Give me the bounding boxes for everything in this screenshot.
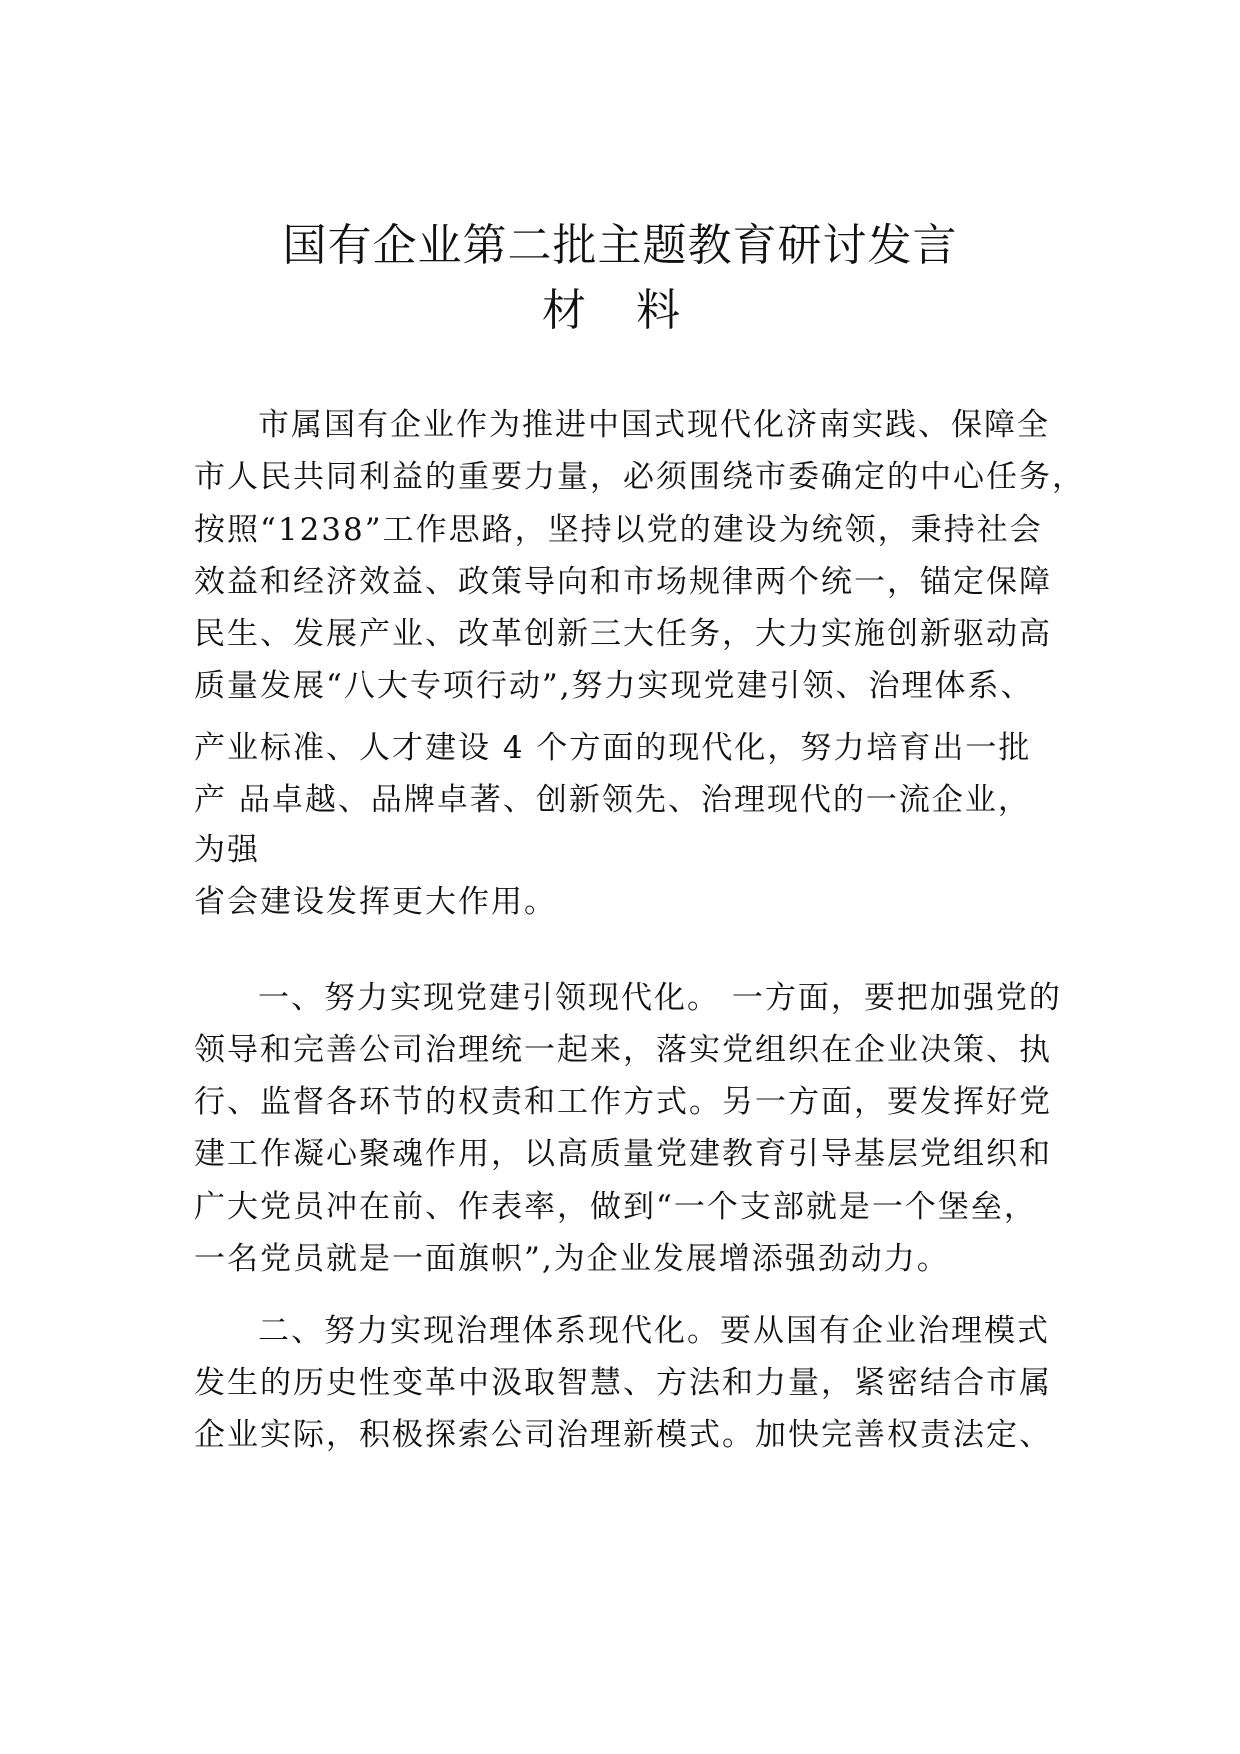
document-title: 国有企业第二批主题教育研讨发言 xyxy=(282,220,958,271)
paragraph-1-line-5: 民生、发展产业、改革创新三大任务，大力实施创新驱动高 xyxy=(194,616,1052,652)
paragraph-1-line-3: 按照“1238”工作思路，坚持以党的建设为统领，秉持社会 xyxy=(194,512,1043,548)
document-subtitle: 材 料 xyxy=(542,285,698,336)
paragraph-3-line-2: 发生的历史性变革中汲取智慧、方法和力量，紧密结合市属 xyxy=(194,1365,1052,1401)
paragraph-1-line-1: 市属国有企业作为推进中国式现代化济南实践、保障全 xyxy=(258,407,1050,443)
paragraph-1-line-7: 产业标准、人才建设 4 个方面的现代化，努力培育出一批 xyxy=(194,730,1032,766)
paragraph-1-line-10: 省会建设发挥更大作用。 xyxy=(194,884,557,920)
paragraph-2-line-1: 一、努力实现党建引领现代化。 一方面，要把加强党的 xyxy=(258,980,1062,1016)
paragraph-2-line-4: 建工作凝心聚魂作用，以高质量党建教育引导基层党组织和 xyxy=(194,1136,1052,1172)
paragraph-1-line-4: 效益和经济效益、政策导向和市场规律两个统一，锚定保障 xyxy=(194,564,1052,600)
paragraph-2-line-3: 行、监督各环节的权责和工作方式。另一方面，要发挥好党 xyxy=(194,1084,1052,1120)
paragraph-2-line-2: 领导和完善公司治理统一起来，落实党组织在企业决策、执 xyxy=(194,1032,1052,1068)
paragraph-1-line-9: 为强 xyxy=(194,832,260,868)
paragraph-1-line-8: 产 品卓越、品牌卓著、创新领先、治理现代的一流企业， xyxy=(194,782,1031,818)
paragraph-3-line-3: 企业实际，积极探索公司治理新模式。加快完善权责法定、 xyxy=(194,1417,1052,1453)
paragraph-3-line-1: 二、努力实现治理体系现代化。要从国有企业治理模式 xyxy=(258,1313,1050,1349)
paragraph-2-line-6: 一名党员就是一面旗帜”,为企业发展增添强劲动力。 xyxy=(194,1241,950,1277)
paragraph-1-line-6: 质量发展“八大专项行动”,努力实现党建引领、治理体系、 xyxy=(194,668,1034,704)
paragraph-1-line-2: 市人民共同利益的重要力量，必须围绕市委确定的中心任务， xyxy=(194,459,1085,495)
paragraph-2-line-5: 广大党员冲在前、作表率，做到“一个支部就是一个堡垒， xyxy=(194,1189,1037,1225)
